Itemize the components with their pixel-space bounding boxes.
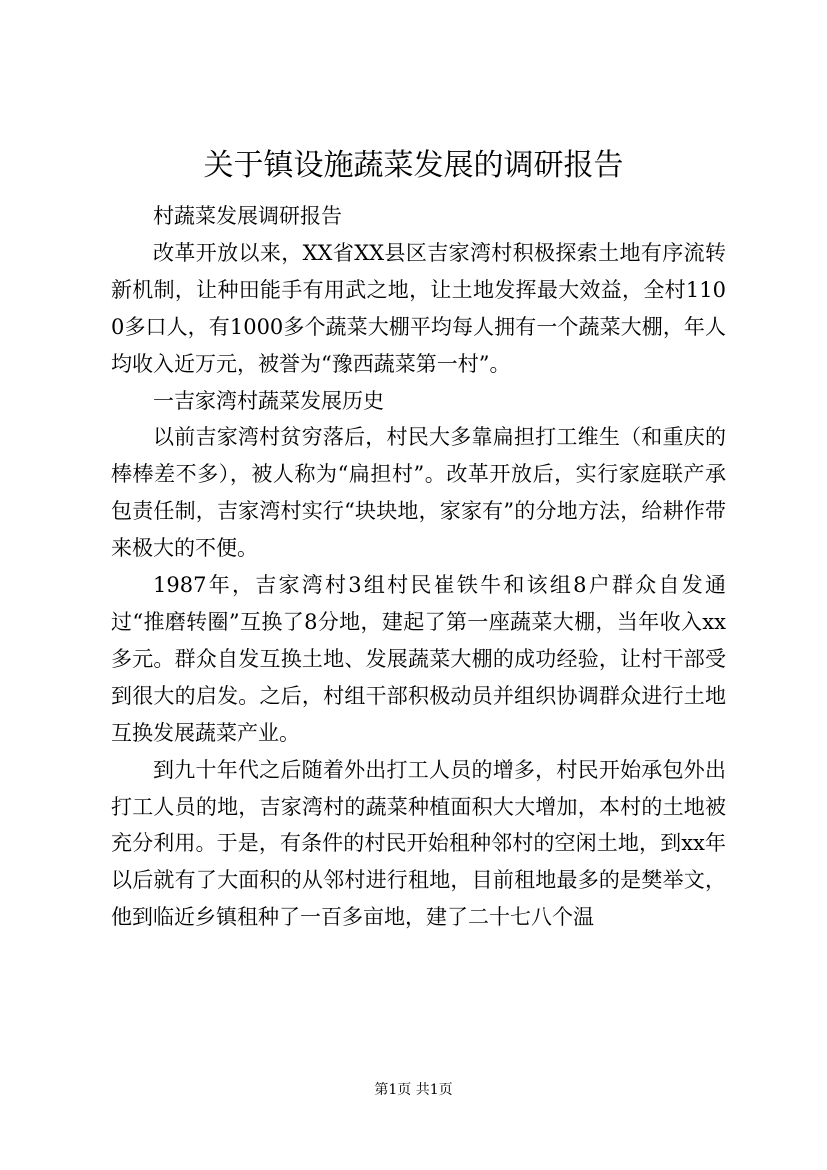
history-paragraph: 以前吉家湾村贫穷落后，村民大多靠扁担打工维生（和重庆的棒棒差不多），被人称为“扁担村”。改革开放后，实行家庭联产承包责任制，吉家湾村实行“块块地，家家有”的分地方法，给耕作带来极大的不便。 [111,425,726,561]
year-1987-paragraph: 1987年，吉家湾村3组村民崔铁牛和该组8户群众自发通过“推磨转圈”互换了8分地，建起了第一座蔬菜大棚，当年收入xx多元。群众自发互换土地、发展蔬菜大棚的成功经验，让村干部受到很大的启发。之后，村组干部积极动员并组织协调群众进行土地互换发展蔬菜产业。 [111,573,726,745]
intro-paragraph: 改革开放以来，XX省XX县区吉家湾村积极探索土地有序流转新机制，让种田能手有用武之地，让土地发挥最大效益，全村1100多口人，有1000多个蔬菜大棚平均每人拥有一个蔬菜大棚，年人均收入近万元，被誉为“豫西蔬菜第一村”。 [111,240,726,376]
document-body [111,198,726,936]
page-footer: 第1页 共1页 [374,1082,453,1098]
subtitle-paragraph: 村蔬菜发展调研报告 [153,204,342,228]
document-title: 关于镇设施蔬菜发展的调研报告 [203,148,624,183]
section-heading: 一吉家湾村蔬菜发展历史 [153,388,384,413]
nineties-paragraph: 到九十年代之后随着外出打工人员的增多，村民开始承包外出打工人员的地，吉家湾村的蔬菜种植面积大大增加，本村的土地被充分利用。于是，有条件的村民开始租种邻村的空闲土地，到xx年以后就有了大面积的从邻村进行租地，目前租地最多的是樊举文，他到临近乡镇租种了一百多亩地，建了二十七八个温 [111,757,726,930]
